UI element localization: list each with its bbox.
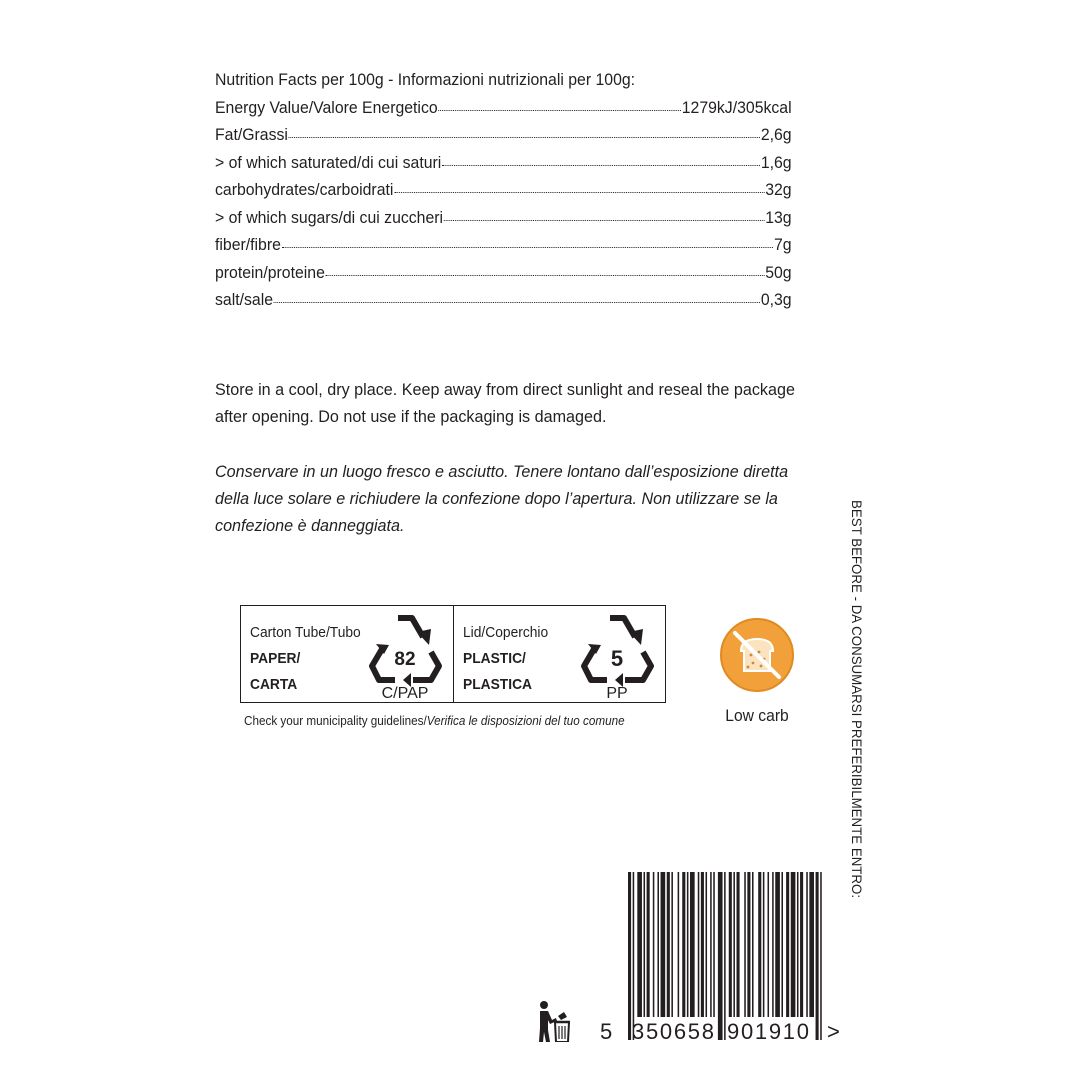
barcode-bar xyxy=(706,872,708,1017)
barcode-bar xyxy=(809,872,814,1017)
barcode-bar xyxy=(752,872,754,1017)
barcode-bar xyxy=(775,872,780,1017)
barcode-bar xyxy=(657,872,659,1017)
nutrient-value: 1279kJ/305kcal xyxy=(681,97,792,117)
nutrition-rows xyxy=(215,94,792,314)
nutrient-label: Energy Value/Valore Energetico xyxy=(215,97,438,117)
nutrient-label: fiber/fibre xyxy=(215,235,281,254)
barcode-bar xyxy=(768,872,770,1017)
nutrient-value: 1,6g xyxy=(760,152,792,172)
barcode-bar xyxy=(763,872,765,1017)
nutrient-label: Fat/Grassi xyxy=(215,125,288,144)
barcode-bar xyxy=(786,872,789,1017)
barcode-bar xyxy=(678,872,680,1017)
barcode-bar xyxy=(758,872,761,1017)
barcode-bar xyxy=(628,872,631,1040)
barcode-quiet-mark: > xyxy=(827,1019,840,1042)
barcode-bar xyxy=(701,872,704,1017)
leader-dots xyxy=(274,294,760,303)
nutrition-row xyxy=(215,149,792,177)
recycle-plastic-icon xyxy=(577,610,657,700)
tidy-man-icon xyxy=(538,1000,572,1042)
leader-dots xyxy=(289,129,760,138)
nutrient-label: > of which sugars/di cui zuccheri xyxy=(215,207,444,227)
nutrient-value: 32g xyxy=(765,180,792,199)
barcode-bar xyxy=(637,872,642,1017)
barcode-bar xyxy=(698,872,700,1017)
barcode-bars xyxy=(628,872,822,1040)
barcode-bar xyxy=(737,872,740,1017)
nutrient-label: > of which saturated/di cui saturi xyxy=(215,152,442,172)
recycle-paper-icon xyxy=(365,610,445,700)
barcode-bar xyxy=(733,872,735,1017)
recycling-note-it: Verifica le disposizioni del tuo comune xyxy=(426,713,625,728)
lid-material-1: PLASTIC/ xyxy=(462,650,526,667)
lid-part: Lid/Coperchio xyxy=(462,624,548,641)
recycling-note xyxy=(244,713,625,728)
barcode-bar xyxy=(781,872,783,1017)
leader-dots xyxy=(444,212,764,221)
carton-code-label: C/PAP xyxy=(381,685,428,700)
nutrient-value: 7g xyxy=(774,235,792,254)
lid-code-label: PP xyxy=(606,685,628,700)
barcode-bar xyxy=(690,872,695,1017)
lid-material-2: PLASTICA xyxy=(462,676,532,693)
nutrition-row xyxy=(215,259,792,287)
leader-dots xyxy=(442,157,760,166)
nutrient-value: 50g xyxy=(765,262,792,282)
nutrition-facts xyxy=(215,66,792,314)
nutrient-label: carbohydrates/carboidrati xyxy=(215,180,394,199)
nutrition-row xyxy=(215,204,792,232)
barcode-bar xyxy=(772,872,774,1017)
no-bread-icon xyxy=(719,617,795,693)
leader-dots xyxy=(439,102,681,111)
barcode-bar xyxy=(667,872,670,1017)
barcode xyxy=(600,872,845,1042)
barcode-bar xyxy=(816,872,819,1040)
nutrient-label: salt/sale xyxy=(215,290,274,309)
nutrient-label: protein/proteine xyxy=(215,262,325,282)
recycling-lid xyxy=(453,606,666,702)
barcode-bar xyxy=(744,872,746,1017)
barcode-bar xyxy=(661,872,666,1017)
nutrition-row xyxy=(215,176,792,204)
barcode-bar xyxy=(797,872,799,1017)
nutrient-value: 2,6g xyxy=(760,125,792,144)
barcode-bar xyxy=(800,872,803,1017)
barcode-right-group: 901910 xyxy=(727,1019,809,1042)
nutrient-value: 13g xyxy=(765,207,792,227)
barcode-bar xyxy=(644,872,646,1017)
barcode-bar xyxy=(791,872,796,1017)
carton-code: 82 xyxy=(393,649,416,670)
storage-italian: Conservare in un luogo fresco e asciutto. Tenere lontano dall’esposizione diretta della luce solare e richiudere la confezione dopo l’apertura. Non utilizzare se la confezione è danneggiata. xyxy=(215,462,789,535)
barcode-left-group: 350658 xyxy=(632,1019,714,1042)
barcode-bar xyxy=(682,872,685,1017)
barcode-bar xyxy=(713,872,715,1017)
storage-english: Store in a cool, dry place. Keep away from direct sunlight and reseal the package after opening. Do not use if the packaging is damaged. xyxy=(215,380,795,426)
low-carb-badge xyxy=(719,617,795,726)
nutrition-row xyxy=(215,121,792,149)
barcode-bar xyxy=(633,872,635,1040)
barcode-bar xyxy=(653,872,655,1017)
barcode-bar xyxy=(820,872,822,1040)
barcode-first-digit: 5 xyxy=(600,1019,613,1042)
leader-dots xyxy=(394,184,764,193)
barcode-bar xyxy=(647,872,650,1017)
barcode-bar xyxy=(687,872,689,1017)
best-before-label: BEST BEFORE - DA CONSUMARSI PREFERIBILMENTE ENTRO: xyxy=(849,500,865,899)
barcode-bar xyxy=(729,872,732,1017)
barcode-bar xyxy=(806,872,808,1017)
nutrition-title: Nutrition Facts per 100g - Informazioni nutrizionali per 100g: xyxy=(215,70,636,89)
recycling-note-en: Check your municipality guidelines/ xyxy=(244,713,427,728)
low-carb-label: Low carb xyxy=(725,706,789,725)
barcode-bar xyxy=(710,872,712,1017)
carton-material-2: CARTA xyxy=(250,676,298,693)
nutrition-row xyxy=(215,94,792,122)
barcode-bar xyxy=(724,872,726,1040)
recycling-table xyxy=(240,605,666,703)
nutrition-row xyxy=(215,286,792,314)
nutrient-value: 0,3g xyxy=(760,290,792,309)
nutrition-row xyxy=(215,231,792,259)
barcode-bar xyxy=(671,872,673,1017)
carton-part: Carton Tube/Tubo xyxy=(250,624,361,641)
recycling-carton xyxy=(241,606,453,702)
barcode-bar xyxy=(718,872,723,1040)
carton-material-1: PAPER/ xyxy=(250,650,301,667)
lid-code: 5 xyxy=(610,646,624,671)
leader-dots xyxy=(326,267,764,276)
leader-dots xyxy=(282,239,773,248)
barcode-bar xyxy=(747,872,750,1017)
